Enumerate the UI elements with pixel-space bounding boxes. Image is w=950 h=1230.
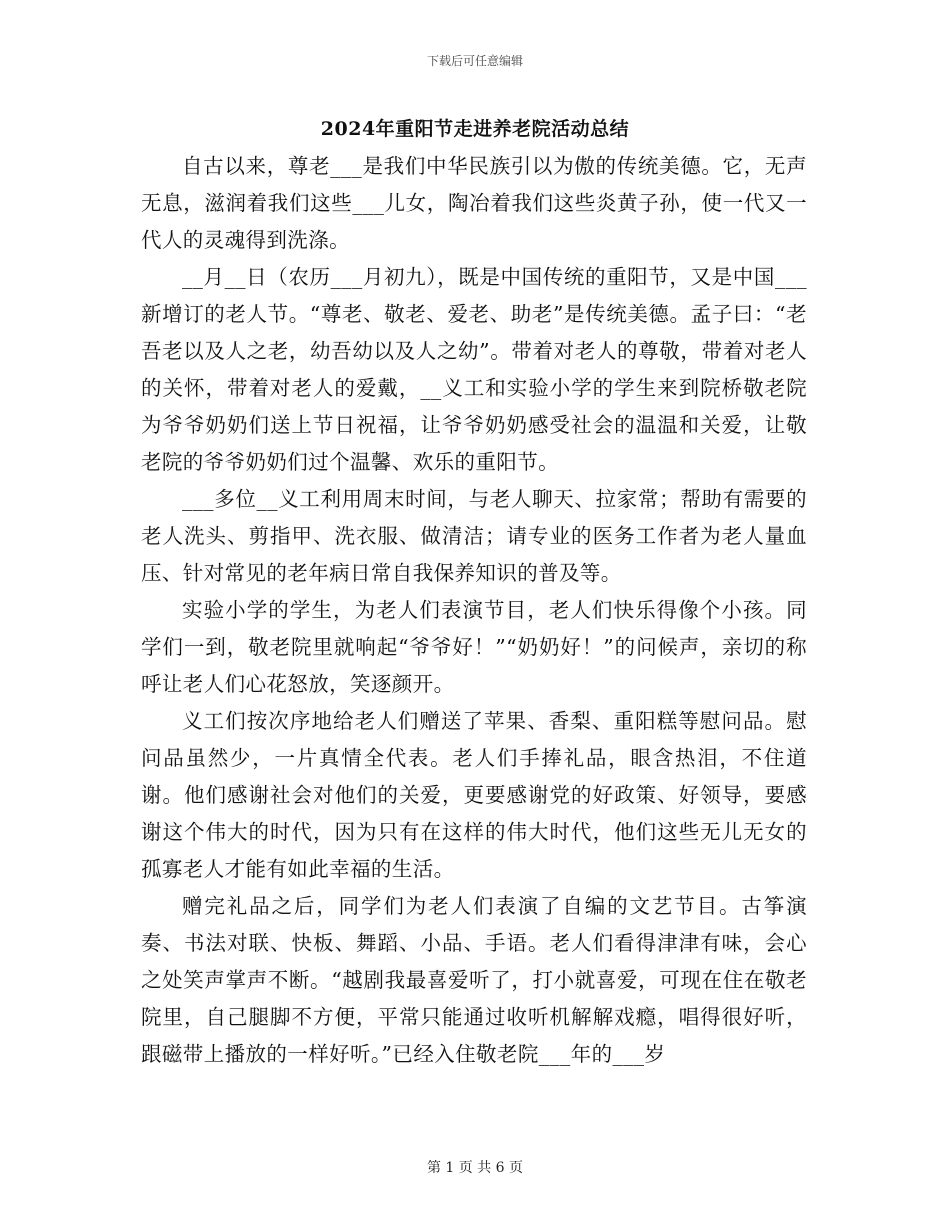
document-title: 2024年重阳节走进养老院活动总结 [320, 118, 630, 140]
paragraph: ___多位__义工利用周末时间，与老人聊天、拉家常；帮助有需要的老人洗头、剪指甲、洗衣服、做清洁；请专业的医务工作者为老人量血压、针对常见的老年病日常自我保养知识的普及等。 [141, 487, 807, 585]
paragraph: 义工们按次序地给老人们赠送了苹果、香梨、重阳糕等慰问品。慰问品虽然少，一片真情全代表。老人们手捧礼品，眼含热泪，不住道谢。他们感谢社会对他们的关爱，更要感谢党的好政策、好领导，要感谢这个伟大的时代，因为只有在这样的伟大时代，他们这些无儿无女的孤寡老人才能有如此幸福的生活。 [141, 709, 807, 881]
paragraph: __月__日（农历___月初九），既是中国传统的重阳节，又是中国___新增订的老人节。“尊老、敬老、爱老、助老”是传统美德。孟子曰：“老吾老以及人之老，幼吾幼以及人之幼”。带着对老人的尊敬，带着对老人的关怀，带着对老人的爱戴，__义工和实验小学的学生来到院桥敬老院为爷爷奶奶们送上节日祝福，让爷爷奶奶感受社会的温温和关爱，让敬老院的爷爷奶奶们过个温馨、欢乐的重阳节。 [141, 265, 807, 474]
paragraph: 实验小学的学生，为老人们表演节目，老人们快乐得像个小孩。同学们一到，敬老院里就响起“爷爷好！”“奶奶好！”的问候声，亲切的称呼让老人们心花怒放，笑逐颜开。 [141, 598, 807, 696]
page-footer: 第 1 页 共 6 页 [426, 1160, 524, 1176]
paragraph: 赠完礼品之后，同学们为老人们表演了自编的文艺节目。古筝演奏、书法对联、快板、舞蹈、小品、手语。老人们看得津津有味，会心之处笑声掌声不断。“越剧我最喜爱听了，打小就喜爱，可现在住在敬老院里，自己腿脚不方便，平常只能通过收听机解解戏瘾，唱得很好听，跟磁带上播放的一样好听。”已经入住敬老院___年的___岁 [141, 894, 807, 1066]
paragraph: 自古以来，尊老___是我们中华民族引以为傲的传统美德。它，无声无息，滋润着我们这些___儿女，陶冶着我们这些炎黄子孙，使一代又一代人的灵魂得到洗涤。 [141, 154, 807, 252]
document-body [141, 148, 807, 1073]
page-header: 下载后可任意编辑 [426, 54, 523, 68]
